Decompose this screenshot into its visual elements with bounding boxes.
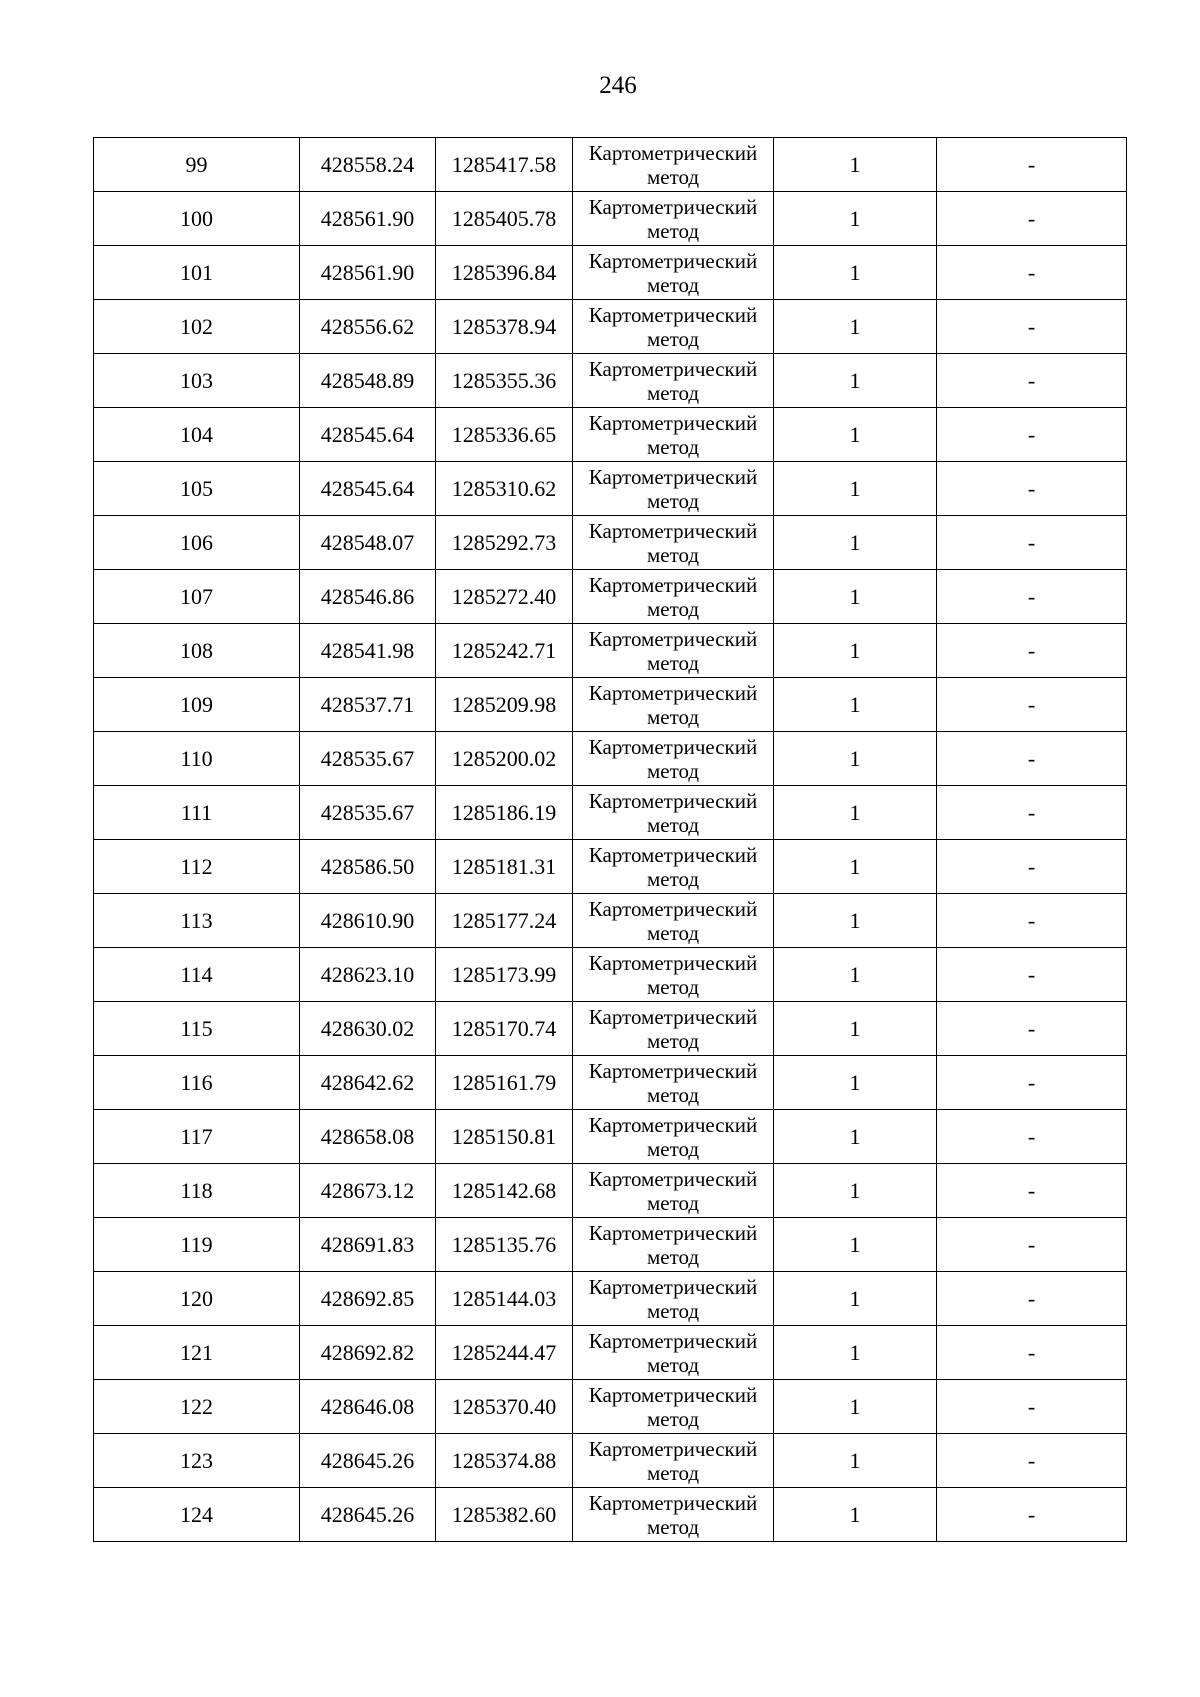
x-coordinate-cell: 428630.02 [300,1002,436,1056]
accuracy-cell: 1 [774,408,937,462]
method-cell [573,894,774,948]
y-coordinate-cell: 1285405.78 [436,192,573,246]
accuracy-cell: 1 [774,1326,937,1380]
table-row [94,462,1127,516]
y-coordinate-cell: 1285173.99 [436,948,573,1002]
note-cell: - [937,1326,1127,1380]
note-cell: - [937,354,1127,408]
note-cell: - [937,1272,1127,1326]
table-row [94,786,1127,840]
x-coordinate-cell: 428548.89 [300,354,436,408]
y-coordinate-cell: 1285135.76 [436,1218,573,1272]
accuracy-cell: 1 [774,516,937,570]
point-number-cell: 113 [94,894,300,948]
method-line: метод [646,1298,700,1323]
method-line: Картометрический [588,1004,758,1029]
method-cell [573,516,774,570]
table-row [94,948,1127,1002]
table-row [94,516,1127,570]
method-line: метод [646,1460,700,1485]
x-coordinate-cell: 428642.62 [300,1056,436,1110]
point-number-cell: 114 [94,948,300,1002]
coordinates-table-body [94,138,1127,1542]
x-coordinate-cell: 428691.83 [300,1218,436,1272]
x-coordinate-cell: 428610.90 [300,894,436,948]
accuracy-cell: 1 [774,624,937,678]
method-line: Картометрический [588,788,758,813]
method-line: метод [646,650,700,675]
x-coordinate-cell: 428561.90 [300,246,436,300]
method-line: Картометрический [588,1166,758,1191]
table-row [94,246,1127,300]
y-coordinate-cell: 1285292.73 [436,516,573,570]
point-number-cell: 124 [94,1488,300,1542]
x-coordinate-cell: 428545.64 [300,408,436,462]
point-number-cell: 119 [94,1218,300,1272]
method-line: метод [646,164,700,189]
method-line: Картометрический [588,680,758,705]
point-number-cell: 108 [94,624,300,678]
point-number-cell: 101 [94,246,300,300]
method-line: Картометрический [588,734,758,759]
method-line: метод [646,542,700,567]
method-line: Картометрический [588,410,758,435]
accuracy-cell: 1 [774,678,937,732]
note-cell: - [937,138,1127,192]
method-line: Картометрический [588,518,758,543]
x-coordinate-cell: 428548.07 [300,516,436,570]
method-line: Картометрический [588,1058,758,1083]
table-row [94,300,1127,354]
method-line: Картометрический [588,1382,758,1407]
accuracy-cell: 1 [774,1218,937,1272]
method-line: метод [646,758,700,783]
method-line: Картометрический [588,1328,758,1353]
y-coordinate-cell: 1285209.98 [436,678,573,732]
x-coordinate-cell: 428645.26 [300,1488,436,1542]
method-cell [573,1326,774,1380]
x-coordinate-cell: 428586.50 [300,840,436,894]
method-cell [573,1218,774,1272]
method-line: метод [646,1190,700,1215]
x-coordinate-cell: 428561.90 [300,192,436,246]
method-line: метод [646,380,700,405]
point-number-cell: 110 [94,732,300,786]
accuracy-cell: 1 [774,948,937,1002]
note-cell: - [937,1164,1127,1218]
x-coordinate-cell: 428646.08 [300,1380,436,1434]
method-cell [573,624,774,678]
method-line: Картометрический [588,842,758,867]
y-coordinate-cell: 1285242.71 [436,624,573,678]
y-coordinate-cell: 1285177.24 [436,894,573,948]
method-cell [573,138,774,192]
method-line: Картометрический [588,302,758,327]
x-coordinate-cell: 428556.62 [300,300,436,354]
point-number-cell: 121 [94,1326,300,1380]
method-line: метод [646,1406,700,1431]
accuracy-cell: 1 [774,1110,937,1164]
table-row [94,624,1127,678]
y-coordinate-cell: 1285370.40 [436,1380,573,1434]
note-cell: - [937,786,1127,840]
table-row [94,894,1127,948]
note-cell: - [937,840,1127,894]
y-coordinate-cell: 1285396.84 [436,246,573,300]
x-coordinate-cell: 428658.08 [300,1110,436,1164]
note-cell: - [937,1218,1127,1272]
method-line: метод [646,1028,700,1053]
note-cell: - [937,1488,1127,1542]
y-coordinate-cell: 1285142.68 [436,1164,573,1218]
method-cell [573,1380,774,1434]
method-line: Картометрический [588,248,758,273]
method-line: Картометрический [588,356,758,381]
x-coordinate-cell: 428558.24 [300,138,436,192]
table-row [94,354,1127,408]
point-number-cell: 100 [94,192,300,246]
note-cell: - [937,1380,1127,1434]
table-row [94,1488,1127,1542]
accuracy-cell: 1 [774,1272,937,1326]
y-coordinate-cell: 1285336.65 [436,408,573,462]
accuracy-cell: 1 [774,840,937,894]
method-line: Картометрический [588,1220,758,1245]
method-cell [573,1164,774,1218]
method-line: метод [646,1244,700,1269]
y-coordinate-cell: 1285144.03 [436,1272,573,1326]
method-cell [573,1110,774,1164]
y-coordinate-cell: 1285310.62 [436,462,573,516]
method-cell [573,1002,774,1056]
method-line: Картометрический [588,572,758,597]
x-coordinate-cell: 428535.67 [300,732,436,786]
accuracy-cell: 1 [774,570,937,624]
method-line: метод [646,1352,700,1377]
point-number-cell: 102 [94,300,300,354]
x-coordinate-cell: 428537.71 [300,678,436,732]
note-cell: - [937,1110,1127,1164]
y-coordinate-cell: 1285417.58 [436,138,573,192]
table-row [94,1164,1127,1218]
method-line: Картометрический [588,1112,758,1137]
point-number-cell: 112 [94,840,300,894]
table-row [94,1110,1127,1164]
method-line: метод [646,704,700,729]
method-cell [573,462,774,516]
accuracy-cell: 1 [774,354,937,408]
note-cell: - [937,624,1127,678]
method-line: метод [646,1514,700,1539]
method-cell [573,408,774,462]
y-coordinate-cell: 1285374.88 [436,1434,573,1488]
accuracy-cell: 1 [774,192,937,246]
method-line: метод [646,920,700,945]
table-row [94,138,1127,192]
accuracy-cell: 1 [774,1056,937,1110]
accuracy-cell: 1 [774,894,937,948]
method-line: метод [646,1082,700,1107]
method-cell [573,570,774,624]
accuracy-cell: 1 [774,246,937,300]
method-cell [573,1056,774,1110]
method-cell [573,732,774,786]
y-coordinate-cell: 1285382.60 [436,1488,573,1542]
method-line: Картометрический [588,1274,758,1299]
x-coordinate-cell: 428545.64 [300,462,436,516]
method-cell [573,1272,774,1326]
y-coordinate-cell: 1285161.79 [436,1056,573,1110]
method-line: метод [646,812,700,837]
method-line: метод [646,1136,700,1161]
method-cell [573,678,774,732]
method-cell [573,354,774,408]
point-number-cell: 111 [94,786,300,840]
note-cell: - [937,1434,1127,1488]
accuracy-cell: 1 [774,1380,937,1434]
method-line: Картометрический [588,464,758,489]
accuracy-cell: 1 [774,300,937,354]
method-line: метод [646,596,700,621]
point-number-cell: 123 [94,1434,300,1488]
x-coordinate-cell: 428645.26 [300,1434,436,1488]
note-cell: - [937,192,1127,246]
table-row [94,732,1127,786]
point-number-cell: 104 [94,408,300,462]
x-coordinate-cell: 428673.12 [300,1164,436,1218]
y-coordinate-cell: 1285378.94 [436,300,573,354]
y-coordinate-cell: 1285200.02 [436,732,573,786]
table-row [94,840,1127,894]
method-line: Картометрический [588,626,758,651]
accuracy-cell: 1 [774,462,937,516]
accuracy-cell: 1 [774,786,937,840]
point-number-cell: 99 [94,138,300,192]
accuracy-cell: 1 [774,732,937,786]
method-line: Картометрический [588,194,758,219]
accuracy-cell: 1 [774,1434,937,1488]
point-number-cell: 107 [94,570,300,624]
note-cell: - [937,894,1127,948]
point-number-cell: 117 [94,1110,300,1164]
x-coordinate-cell: 428692.85 [300,1272,436,1326]
table-row [94,1056,1127,1110]
point-number-cell: 109 [94,678,300,732]
accuracy-cell: 1 [774,1002,937,1056]
point-number-cell: 118 [94,1164,300,1218]
y-coordinate-cell: 1285170.74 [436,1002,573,1056]
method-cell [573,246,774,300]
accuracy-cell: 1 [774,1488,937,1542]
method-line: метод [646,866,700,891]
table-row [94,408,1127,462]
accuracy-cell: 1 [774,1164,937,1218]
method-line: Картометрический [588,950,758,975]
table-row [94,1002,1127,1056]
table-row [94,1326,1127,1380]
table-row [94,570,1127,624]
method-line: метод [646,326,700,351]
coordinates-table [93,137,1127,1542]
point-number-cell: 120 [94,1272,300,1326]
table-row [94,678,1127,732]
note-cell: - [937,300,1127,354]
x-coordinate-cell: 428623.10 [300,948,436,1002]
point-number-cell: 122 [94,1380,300,1434]
note-cell: - [937,246,1127,300]
note-cell: - [937,732,1127,786]
note-cell: - [937,516,1127,570]
accuracy-cell: 1 [774,138,937,192]
note-cell: - [937,1002,1127,1056]
note-cell: - [937,570,1127,624]
note-cell: - [937,948,1127,1002]
x-coordinate-cell: 428535.67 [300,786,436,840]
method-line: метод [646,488,700,513]
method-cell [573,1434,774,1488]
method-cell [573,1488,774,1542]
method-cell [573,192,774,246]
method-line: Картометрический [588,896,758,921]
method-line: метод [646,272,700,297]
point-number-cell: 103 [94,354,300,408]
y-coordinate-cell: 1285186.19 [436,786,573,840]
y-coordinate-cell: 1285244.47 [436,1326,573,1380]
note-cell: - [937,1056,1127,1110]
table-row [94,192,1127,246]
method-line: Картометрический [588,1436,758,1461]
table-row [94,1434,1127,1488]
method-line: метод [646,434,700,459]
point-number-cell: 116 [94,1056,300,1110]
table-row [94,1218,1127,1272]
y-coordinate-cell: 1285272.40 [436,570,573,624]
x-coordinate-cell: 428541.98 [300,624,436,678]
method-cell [573,300,774,354]
table-row [94,1272,1127,1326]
x-coordinate-cell: 428546.86 [300,570,436,624]
point-number-cell: 105 [94,462,300,516]
y-coordinate-cell: 1285150.81 [436,1110,573,1164]
method-cell [573,948,774,1002]
note-cell: - [937,678,1127,732]
method-line: метод [646,974,700,999]
point-number-cell: 106 [94,516,300,570]
method-line: Картометрический [588,1490,758,1515]
page-number: 246 [599,72,637,99]
method-cell [573,840,774,894]
method-cell [573,786,774,840]
y-coordinate-cell: 1285181.31 [436,840,573,894]
method-line: метод [646,218,700,243]
note-cell: - [937,408,1127,462]
point-number-cell: 115 [94,1002,300,1056]
x-coordinate-cell: 428692.82 [300,1326,436,1380]
note-cell: - [937,462,1127,516]
table-row [94,1380,1127,1434]
y-coordinate-cell: 1285355.36 [436,354,573,408]
method-line: Картометрический [588,140,758,165]
